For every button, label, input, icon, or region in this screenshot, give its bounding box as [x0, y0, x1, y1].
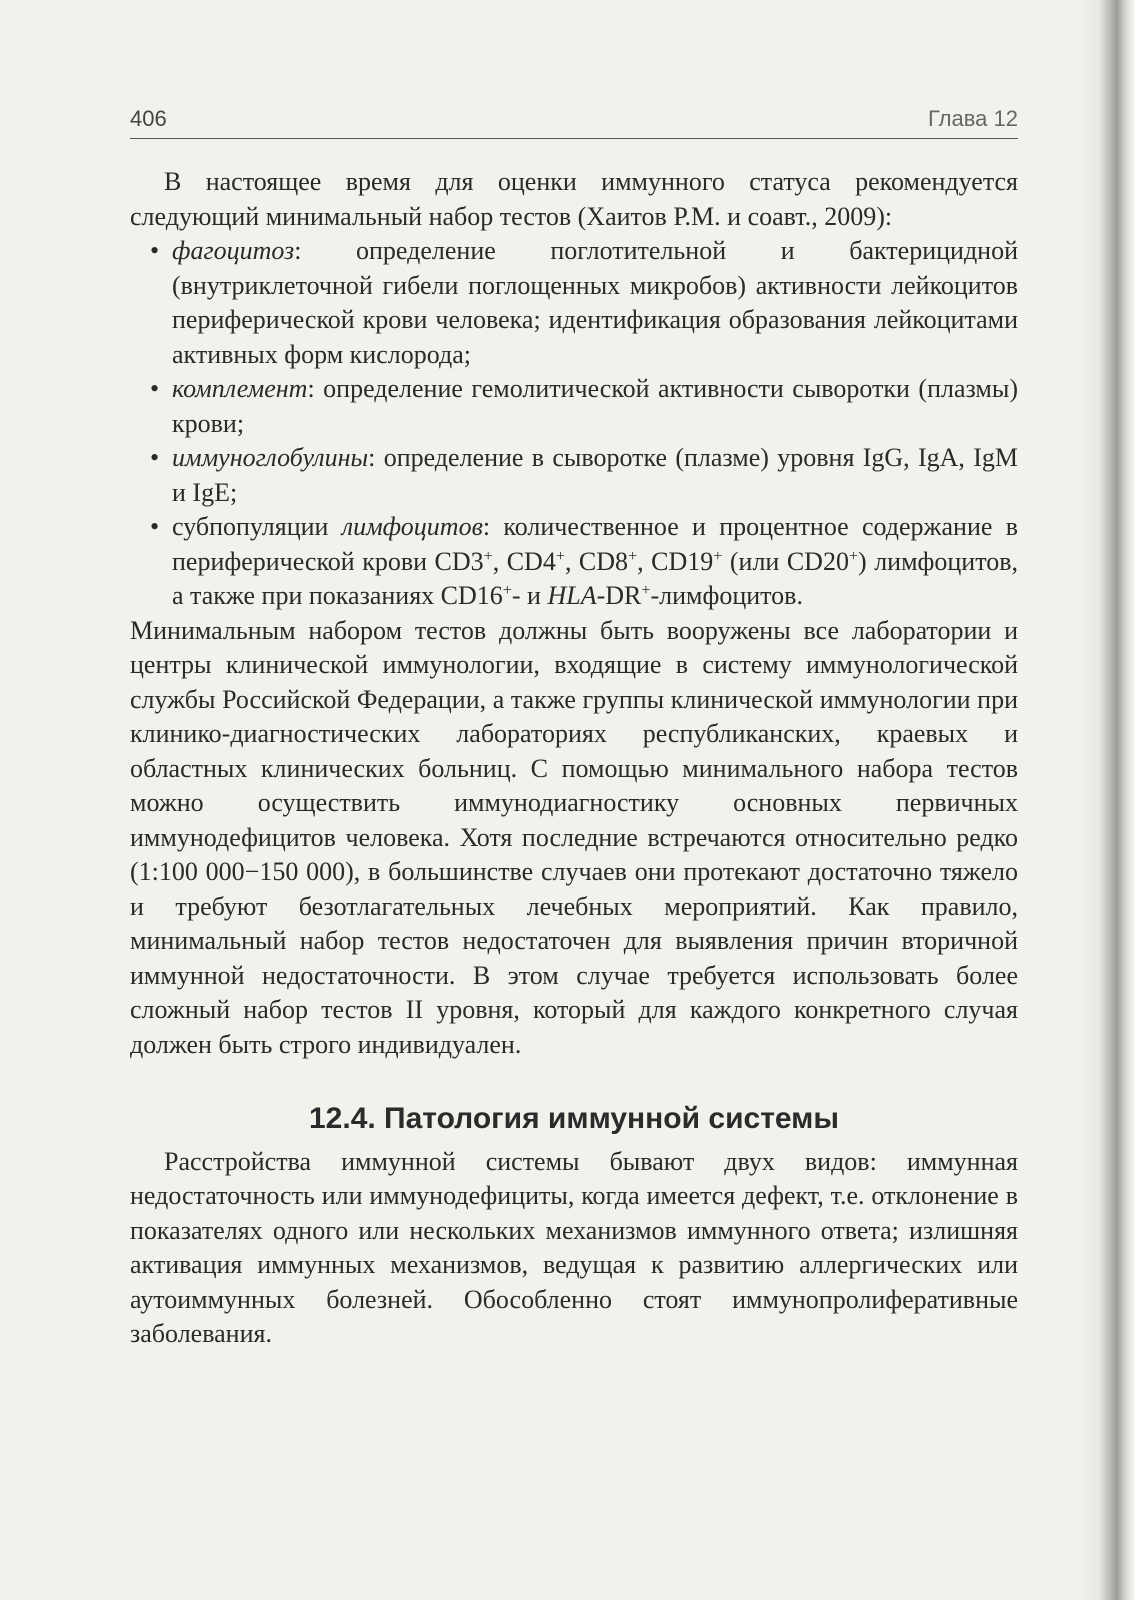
- running-header: [130, 104, 1018, 139]
- list-item-text: : количественное и процентное содержание в периферической крови CD3: [172, 512, 1018, 576]
- superscript: +: [713, 547, 723, 565]
- list-item-text: , CD4: [492, 546, 556, 576]
- list-item: [150, 234, 1018, 372]
- superscript: +: [483, 547, 493, 565]
- list-item-term: HLA: [547, 581, 597, 610]
- intro-paragraph: В настоящее время для оценки иммунного статуса рекомендуется следующий минимальный набор тестов (Хаитов Р.М. и соавт., 2009):: [130, 167, 1018, 231]
- list-item-text: -лимфоцитов.: [650, 581, 803, 610]
- list-item-text: ) лимфоцитов, а также при показаниях CD16: [172, 546, 1019, 610]
- list-item-term: комплемент: [172, 374, 308, 403]
- list-item-term: фагоцитоз: [172, 236, 295, 265]
- superscript: +: [848, 547, 859, 565]
- list-item: [150, 441, 1018, 510]
- list-item-text: (или CD20: [722, 546, 849, 576]
- list-item-text: : определение поглотительной и бактерицидной (внутриклеточной гибели поглощенных микробов) активности лейкоцитов периферической крови человека; идентификация образования лейкоцитами активных форм кислорода;: [172, 236, 1018, 369]
- page-content: [130, 165, 1018, 1352]
- list-item-text: , CD19: [637, 546, 714, 576]
- section-title: 12.4. Патология иммунной системы: [308, 1102, 839, 1135]
- superscript: +: [628, 547, 638, 565]
- body-paragraph: Расстройства иммунной системы бывают двух видов: иммунная недостаточность или иммунодефициты, когда имеется дефект, т.е. отклонение в показателях одного или нескольких механизмов иммунного ответа; излишняя активация иммунных механизмов, ведущая к развитию аллергических или аутоиммунных болезней. Обособленно стоят иммунопролиферативные заболевания.: [130, 1146, 1018, 1348]
- superscript: +: [502, 582, 512, 600]
- superscript: +: [555, 547, 565, 565]
- list-item-text: , CD8: [564, 546, 629, 576]
- superscript: +: [641, 582, 651, 600]
- list-item-text: : определение гемолитической активности сыворотки (плазмы) крови;: [172, 374, 1018, 438]
- body-paragraph: Минимальным набором тестов должны быть вооружены все лаборатории и центры клинической иммунологии, входящие в систему иммунологической службы Российской Федерации, а также группы клинической иммунологии при клинико-диагностических лабораториях республиканских, краевых и областных клинических больниц. С помощью минимального набора тестов можно осуществить иммунодиагностику основных первичных иммунодефицитов человека. Хотя последние встречаются относительно редко (1:100 000−150 000), в большинстве случаев они протекают достаточно тяжело и требуют безотлагательных лечебных мероприятий. Как правило, минимальный набор тестов недостаточен для выявления причин вторичной иммунной недостаточности. В этом случае требуется использовать более сложный набор тестов II уровня, который для каждого конкретного случая должен быть строго индивидуален.: [130, 615, 1018, 1059]
- list-item-text: -DR: [596, 581, 642, 610]
- list-item-text: : определение в сыворотке (плазме) уровня IgG, IgA, IgM и IgE;: [172, 443, 1018, 507]
- chapter-label: Глава 12: [927, 106, 1018, 131]
- list-item: [150, 372, 1018, 441]
- list-item-term: иммуноглобулины: [172, 443, 369, 472]
- list-item-term: лимфоцитов: [341, 512, 483, 541]
- page-edge-shadow: [1075, 0, 1135, 1600]
- list-item: [150, 510, 1018, 614]
- list-item-prefix: субпопуляции: [172, 512, 342, 541]
- page-number: 406: [130, 106, 167, 131]
- list-item-text: - и: [511, 581, 548, 610]
- tests-list: [130, 234, 1018, 614]
